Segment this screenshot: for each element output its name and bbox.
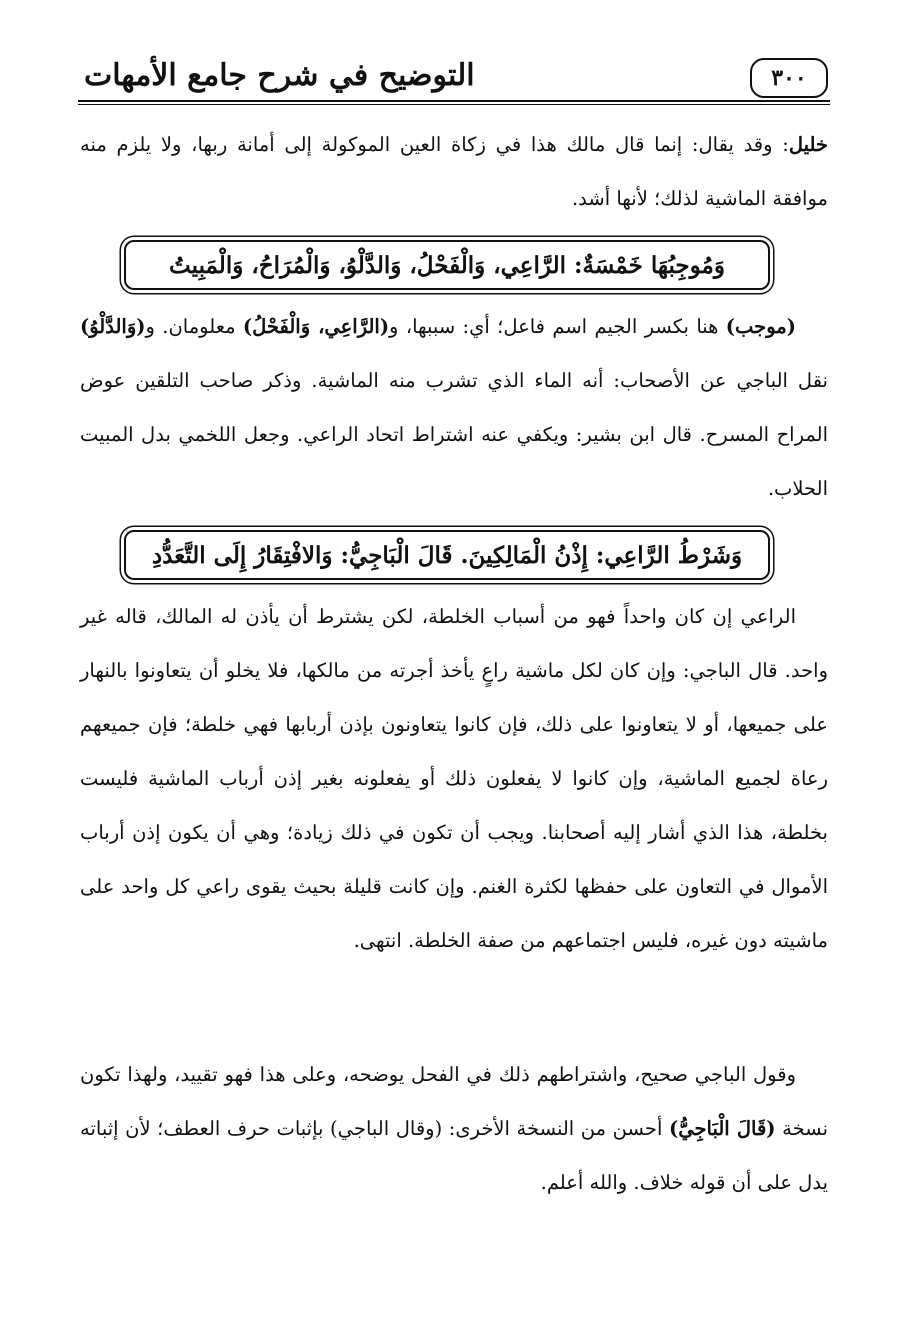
header-rule <box>78 100 830 102</box>
commentary-paragraph-3 <box>80 590 828 968</box>
page-header <box>78 52 830 108</box>
header-rule-thin <box>78 104 830 105</box>
matn-box-2: وَشَرْطُ الرَّاعِي: إِذْنُ الْمَالِكِينَ. قَالَ الْبَاجِيُّ: وَالافْتِقَارُ إِلَى التَّعَدُّدِ <box>124 530 770 580</box>
paragraph-text: : وقد يقال: إنما قال مالك هذا في زكاة العين الموكولة إلى أمانة ربها، ولا يلزم منه موافقة الماشية لذلك؛ لأنها أشد. <box>80 133 828 210</box>
term-keyword: (وَالدَّلْوُ) <box>80 315 146 338</box>
term-keyword: (موجب) <box>725 315 796 338</box>
commentary-paragraph-2 <box>80 300 828 516</box>
paragraph-text: هنا بكسر الجيم اسم فاعل؛ أي: سببها، و <box>389 315 726 338</box>
term-keyword: (الرَّاعِي، وَالْفَحْلُ) <box>242 315 390 338</box>
paragraph-text: أحسن من النسخة الأخرى: (وقال الباجي) بإثبات حرف العطف؛ لأن إثباته يدل على أن قوله خلاف. والله أعلم. <box>80 1117 828 1194</box>
paragraph-text: الراعي إن كان واحداً فهو من أسباب الخلطة، لكن يشترط أن يأذن له المالك، قاله غير واحد. قال الباجي: وإن كان لكل ماشية راعٍ يأخذ أجرته من مالكها، فلا يخلو أن يتعاونوا بالنهار على جميعها، أو لا يتعاونوا على ذلك، فإن كانوا يتعاونون بإذن أربابها فهي خلطة؛ فإن جميعهم رعاة لجميع الماشية، وإن كانوا لا يفعلون ذلك أو يفعلونه بغير إذن أرباب الماشية فليست بخلطة، هذا الذي أشار إليه أصحابنا. ويجب أن تكون في ذلك زيادة؛ وهي أن يكون إذن أرباب الأموال في التعاون على حفظها لكثرة الغنم. وإن كانت قليلة بحيث يقوى راعي كل واحد على ماشيته دون غيره، فليس اجتماعهم من صفة الخلطة. انتهى. <box>80 605 828 952</box>
paragraph-text: وقول الباجي صحيح، واشتراطهم ذلك في الفحل يوضحه، وعلى هذا فهو تقييد، ولهذا تكون نسخة <box>80 1063 828 1140</box>
page-number: ٣٠٠ <box>750 58 828 98</box>
paragraph-text: معلومان. و <box>145 315 243 338</box>
matn-box-1: وَمُوجِبُهَا خَمْسَةٌ: الرَّاعِي، وَالْفَحْلُ، وَالدَّلْوُ، وَالْمُرَاحُ، وَالْمَبِيتُ <box>124 240 770 290</box>
paragraph-text: نقل الباجي عن الأصحاب: أنه الماء الذي تشرب منه الماشية. وذكر صاحب التلقين عوض المراح المسرح. قال ابن بشير: ويكفي عنه اشتراط اتحاد الراعي. وجعل اللخمي بدل المبيت الحلاب. <box>80 369 828 500</box>
commentary-paragraph-4 <box>80 1048 828 1210</box>
commentary-paragraph-1 <box>80 118 828 226</box>
running-title: التوضيح في شرح جامع الأمهات <box>84 58 475 93</box>
speaker-keyword: خليل <box>788 133 828 156</box>
term-keyword: (قَالَ الْبَاجِيُّ) <box>668 1117 776 1140</box>
